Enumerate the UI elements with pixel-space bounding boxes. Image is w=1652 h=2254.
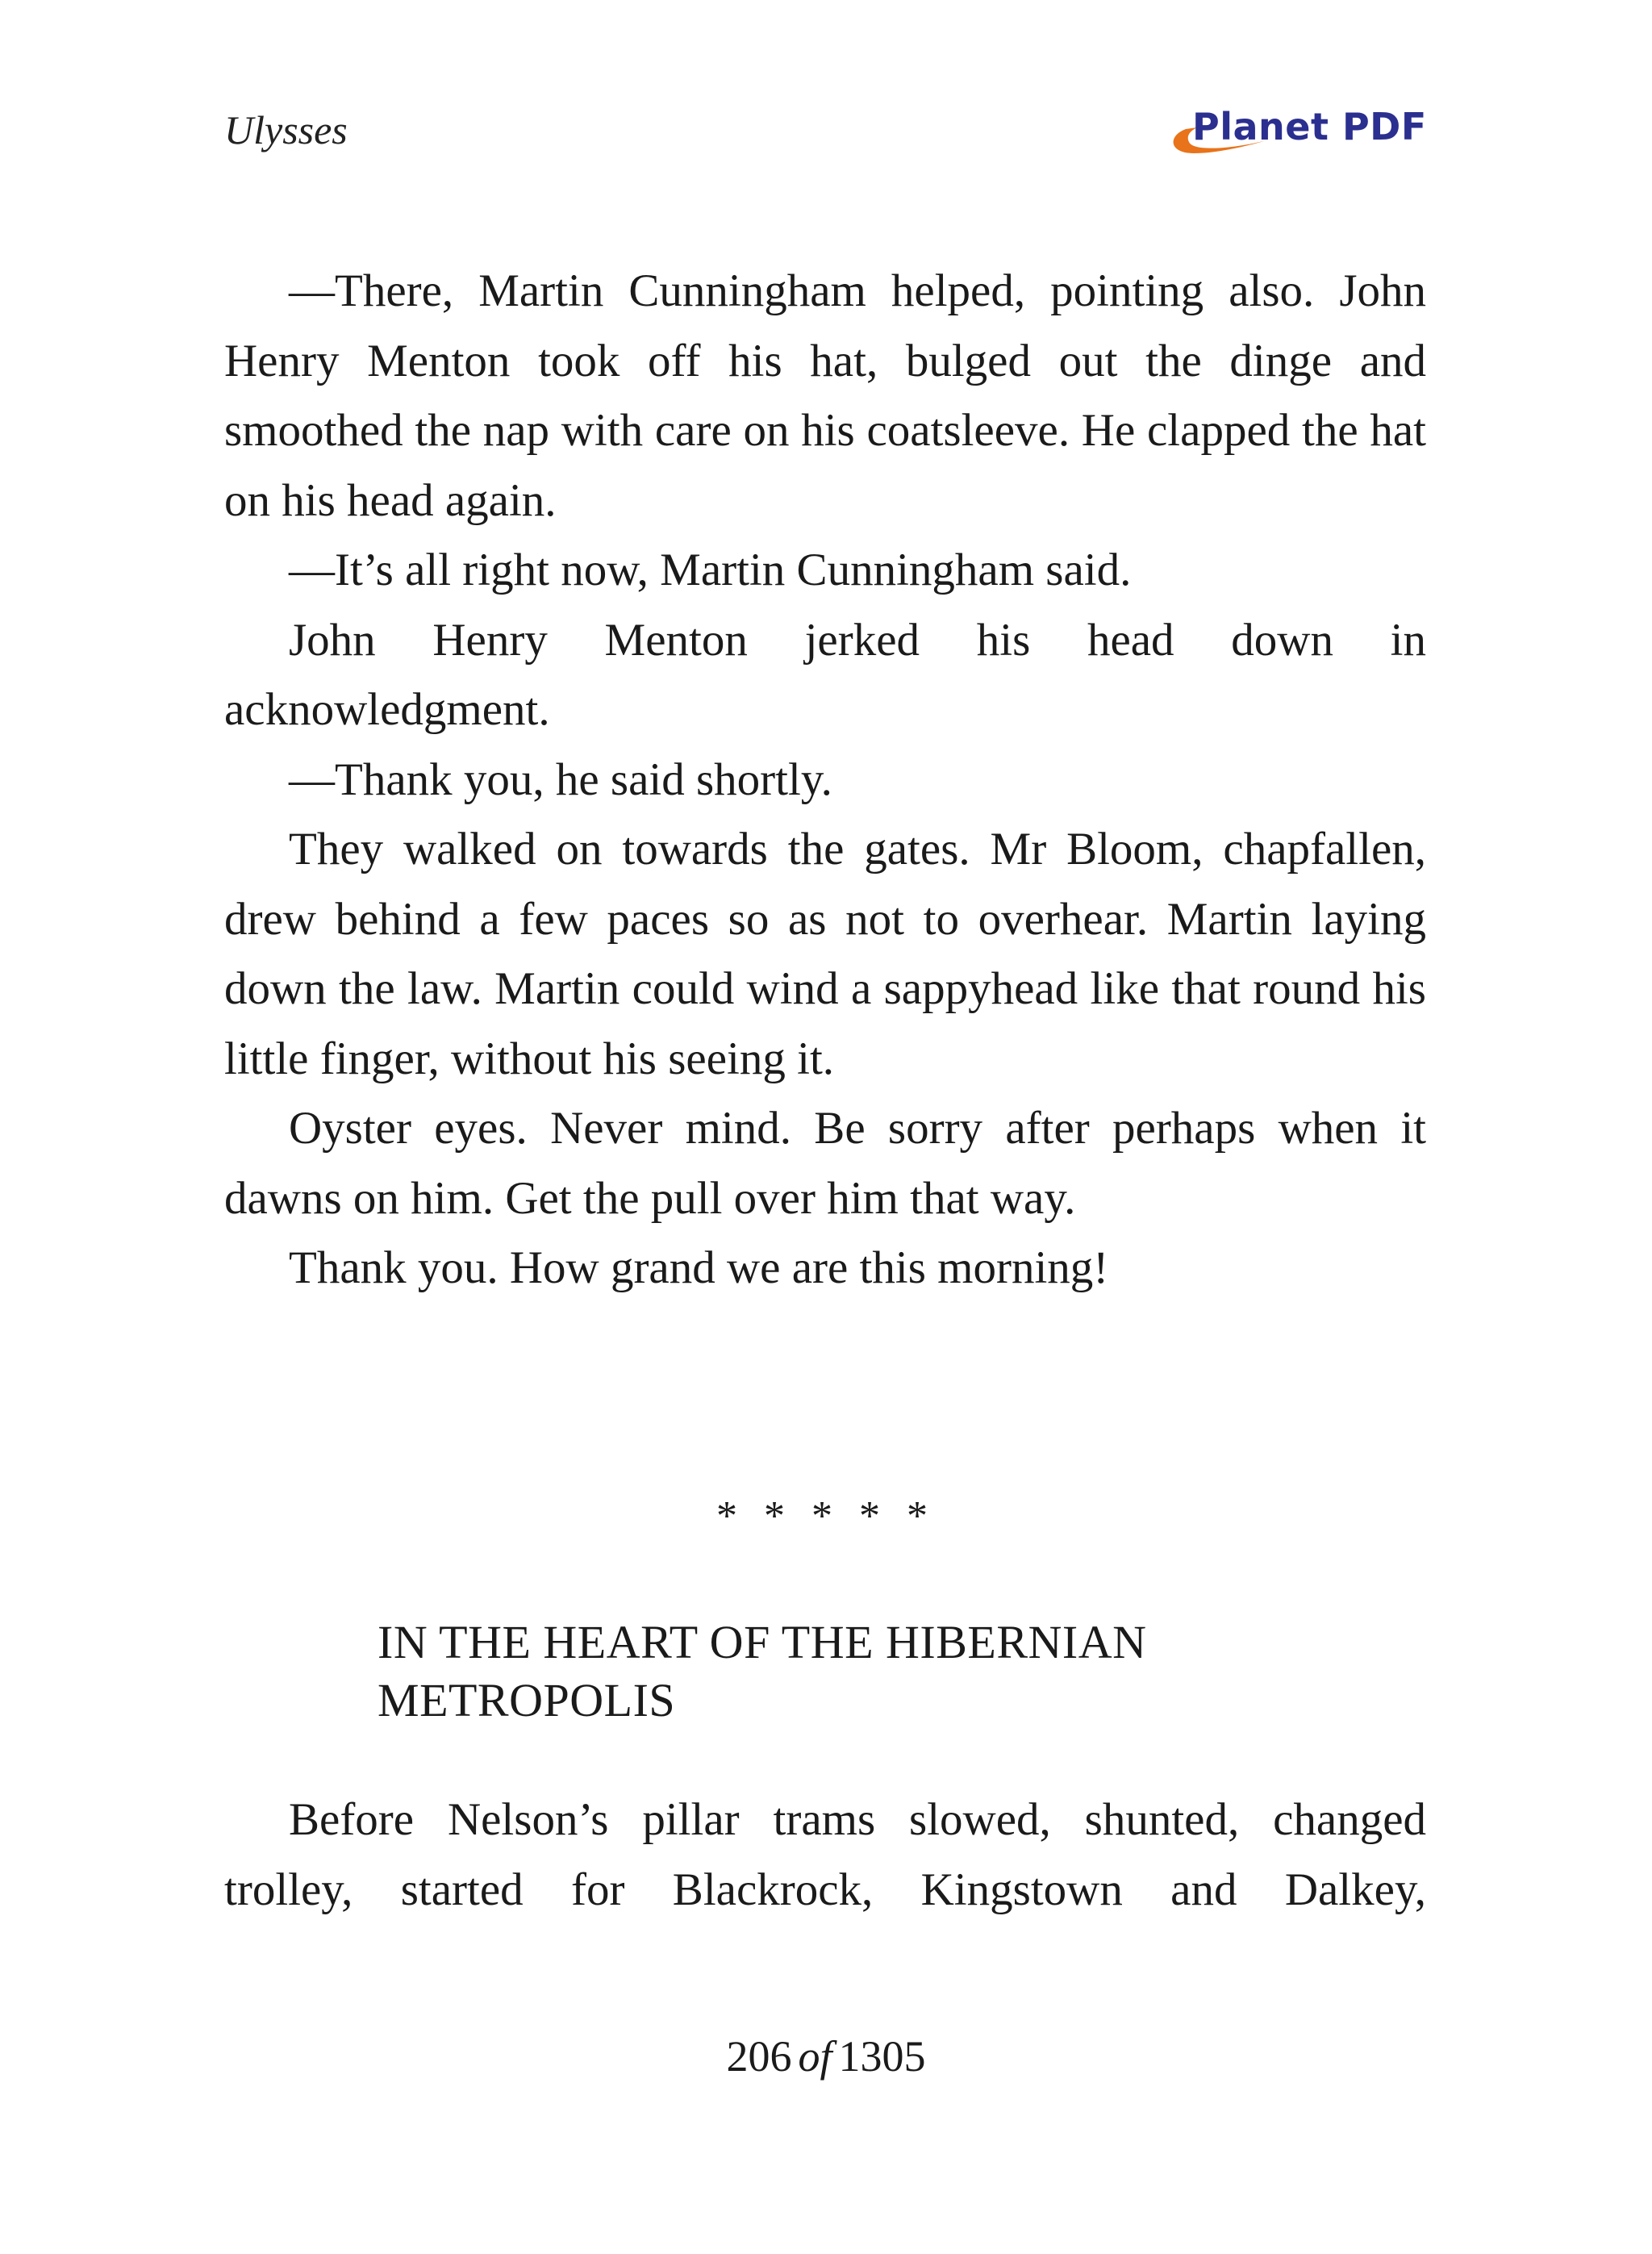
of-label: of <box>798 2032 832 2081</box>
paragraph: John Henry Menton jerked his head down in acknowledgment. <box>224 614 1426 735</box>
page-footer <box>0 2031 1652 2081</box>
total-pages: 1305 <box>838 2032 926 2081</box>
paragraph: —It’s all right now, Martin Cunningham said. <box>289 545 1132 595</box>
chapter-title-line: METROPOLIS <box>378 1674 676 1726</box>
paragraph: —Thank you, he said shortly. <box>289 753 832 805</box>
paragraph: They walked on towards the gates. Mr Bloom, chapfallen, drew behind a few paces so as not to overhear. Martin laying down the law. Martin could wind a sappyhead like that round his little finger, without his seeing it. <box>224 824 1426 1084</box>
logo-text: Planet PDF <box>1192 105 1427 148</box>
chapter-body <box>224 1785 1426 1925</box>
chapter-title-line: IN THE HEART OF THE HIBERNIAN <box>378 1616 1147 1668</box>
page-number: 206 <box>726 2032 792 2081</box>
chapter-title <box>378 1613 1426 1730</box>
book-title: Ulysses <box>224 107 348 152</box>
planet-pdf-logo <box>1162 97 1428 169</box>
page-body <box>224 257 1426 1304</box>
paragraph: Oyster eyes. Never mind. Be sorry after perhaps when it dawns on him. Get the pull over him that way. <box>224 1103 1426 1224</box>
paragraph: —There, Martin Cunningham helped, pointing also. John Henry Menton took off his hat, bulged out the dinge and smoothed the nap with care on his coatsleeve. He clapped the hat on his head again. <box>224 265 1426 526</box>
paragraph: Before Nelson’s pillar trams slowed, shunted, changed trolley, started for Blackrock, Kingstown and Dalkey, <box>224 1794 1426 1915</box>
section-separator: * * * * * <box>716 1493 936 1539</box>
paragraph: Thank you. How grand we are this morning! <box>289 1242 1109 1293</box>
